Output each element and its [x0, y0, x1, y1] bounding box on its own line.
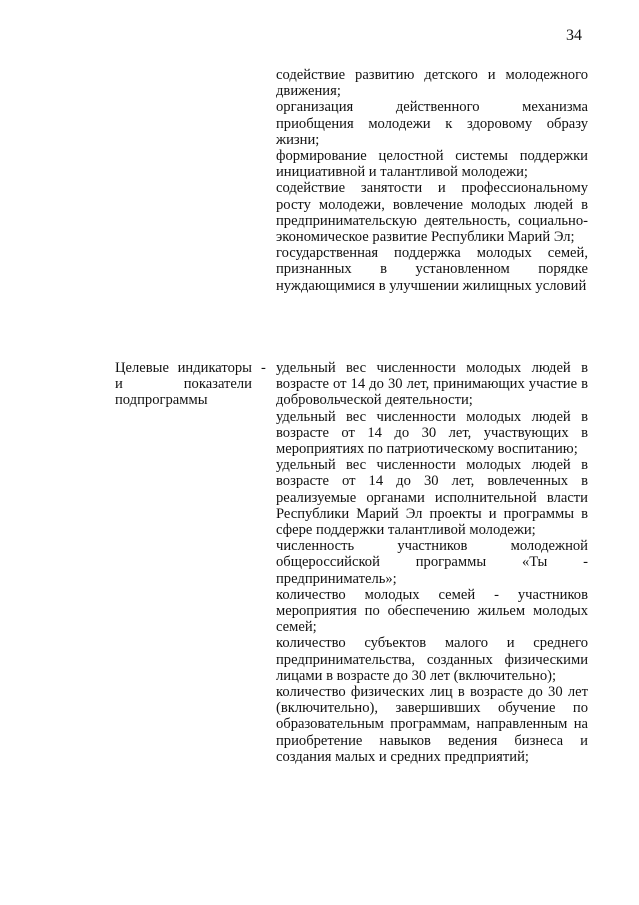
goal-item: организация действенного механизма приобщения молодежи к здоровому образу жизни;: [276, 99, 588, 148]
goals-list: [276, 67, 588, 294]
indicator-item: численность участников молодежной общероссийской программы «Ты - предприниматель»;: [276, 538, 588, 587]
indicator-item: количество физических лиц в возрасте до 30 лет (включительно), завершивших обучение по образовательным программам, направленным на приобретение навыков ведения бизнеса и создания малых и средних предприятий;: [276, 684, 588, 765]
indicator-item: удельный вес численности молодых людей в возрасте от 14 до 30 лет, участвующих в мероприятиях по патриотическому воспитанию;: [276, 408, 588, 458]
section-label-cell: [115, 360, 267, 409]
indicator-item: количество субъектов малого и среднего предпринимательства, созданных физическими лицами в возрасте до 30 лет (включительно);: [276, 635, 588, 684]
indicator-item: удельный вес численности молодых людей в возрасте от 14 до 30 лет, принимающих участие в добровольческой деятельности;: [276, 360, 588, 409]
indicator-item: количество молодых семей - участников мероприятия по обеспечению жильем молодых семей;: [276, 586, 588, 636]
indicators-list: [276, 360, 588, 765]
indicator-item: удельный вес численности молодых людей в возрасте от 14 до 30 лет, вовлеченных в реализуемые органами исполнительной власти Республики Марий Эл проекты и программы в сфере поддержки талантливой молодежи;: [276, 457, 588, 539]
section-label: Целевые индикаторы и показатели подпрограммы: [115, 360, 252, 409]
goal-item: государственная поддержка молодых семей, признанных в установленном порядке нуждающимися в улучшении жилищных условий: [276, 245, 588, 294]
page-number: 34: [566, 27, 582, 44]
goal-item: формирование целостной системы поддержки инициативной и талантливой молодежи;: [276, 148, 588, 181]
goal-item: содействие занятости и профессиональному росту молодежи, вовлечение молодых людей в предпринимательскую деятельность, социально-экономическое развитие Республики Марий Эл;: [276, 180, 588, 246]
goal-item: содействие развитию детского и молодежного движения;: [276, 67, 588, 100]
section-dash: -: [261, 360, 266, 376]
